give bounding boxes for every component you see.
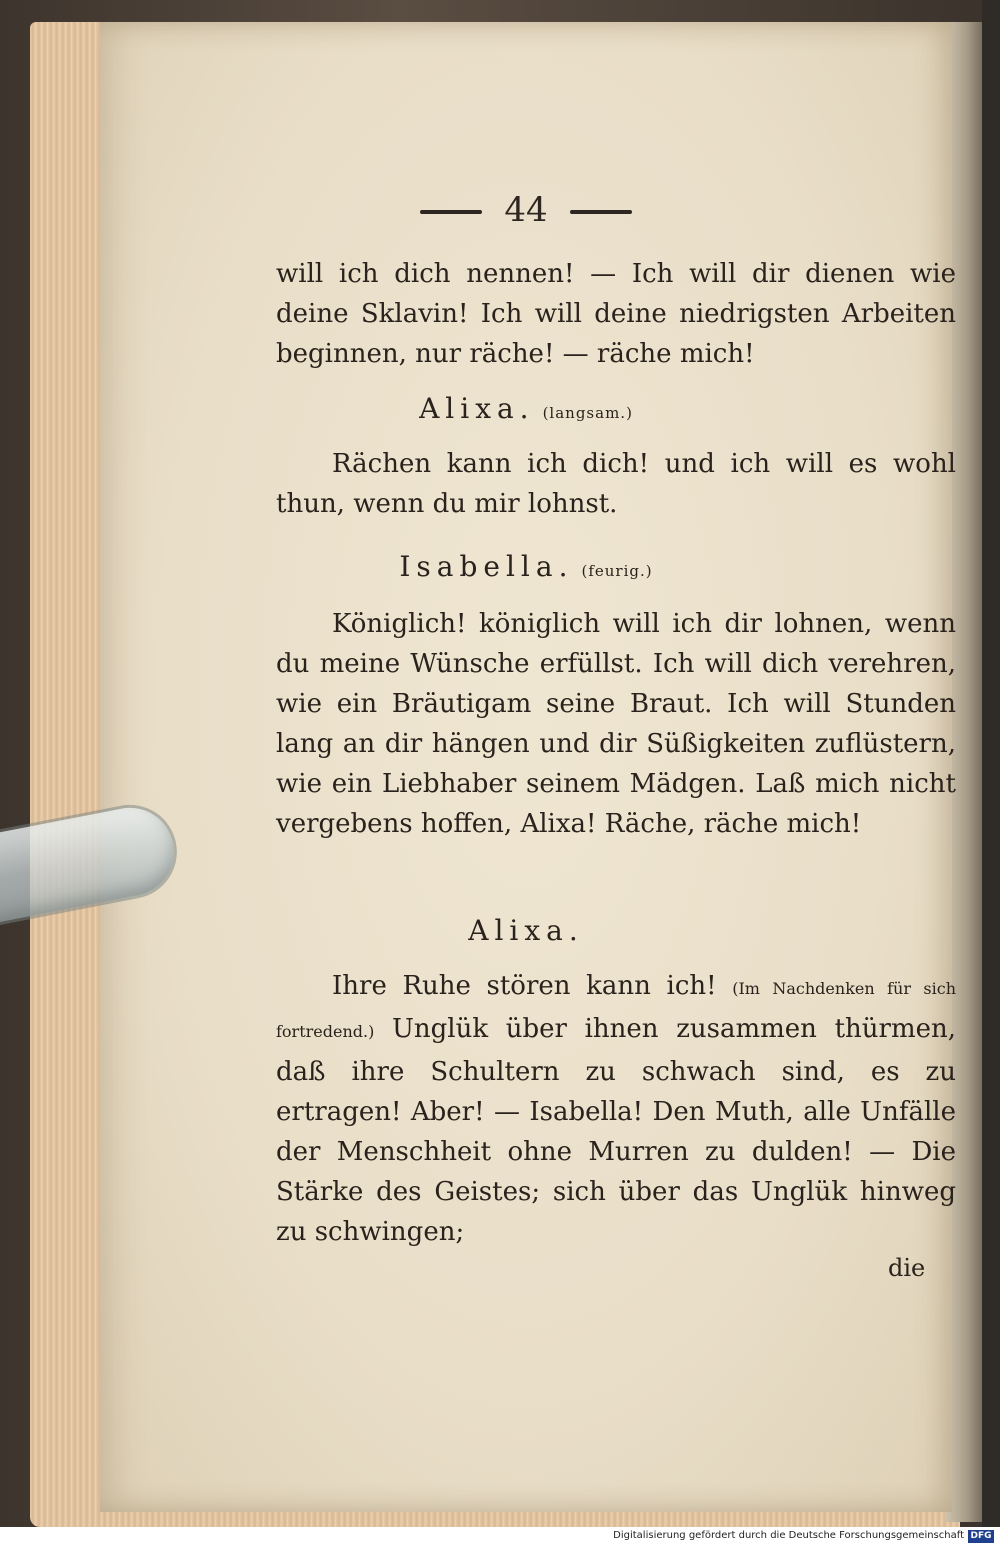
speaker-name: Alixa. [419, 392, 535, 425]
speech-paragraph: Königlich! königlich will ich dir lohnen, wenn du meine Wünsche erfüllst. Ich will dich verehren, wie ein Bräutigam seine Braut. Ich will Stunden lang an dir hängen und dir Süßigkeiten zuflüstern, wie ein Liebhaber seinem Mädgen. Laß mich nicht vergebens hoffen, Alixa! Räche, räche mich! [276, 609, 956, 839]
footer-bar [0, 1527, 1000, 1547]
speaker-heading [100, 550, 952, 583]
speaker-name: Isabella. [399, 550, 574, 583]
speech-paragraph [276, 966, 956, 1252]
speaker-heading [100, 392, 952, 425]
footer-credit: Digitalisierung gefördert durch die Deutsche Forschungsgemeinschaft [613, 1530, 964, 1541]
stage-direction: (langsam.) [542, 404, 633, 422]
book-page [100, 22, 957, 1512]
stage-direction: (Im Nachdenken für sich fortredend.) [276, 979, 957, 1041]
header-rule-left [420, 210, 482, 214]
speaker-name: Alixa. [468, 914, 584, 947]
speech-text: Ihre Ruhe stören kann ich! [332, 971, 717, 1001]
speaker-heading [100, 914, 952, 947]
paragraph-continuation: will ich dich nennen! — Ich will dir dienen wie deine Sklavin! Ich will deine niedrigsten Arbeiten beginnen, nur räche! — räche mich! [276, 259, 956, 369]
page-header [100, 190, 952, 230]
speech-paragraph: Rächen kann ich dich! und ich will es wohl thun, wenn du mir lohnst. [276, 449, 956, 519]
book-cover [982, 0, 1000, 1547]
page-number: 44 [504, 190, 548, 230]
stage-direction: (feurig.) [581, 562, 653, 580]
header-rule-right [570, 210, 632, 214]
speech-text: Unglük über ihnen zusammen thürmen, daß ihre Schultern zu schwach sind, es zu ertragen! Aber! — Isabella! Den Muth, alle Unfälle der Menschheit ohne Murren zu dulden! — Die Stärke des Geistes; sich über das Unglük hinweg zu schwingen; [276, 1014, 956, 1247]
dfg-logo-icon: DFG [968, 1530, 994, 1543]
catchword: die [888, 1254, 926, 1282]
